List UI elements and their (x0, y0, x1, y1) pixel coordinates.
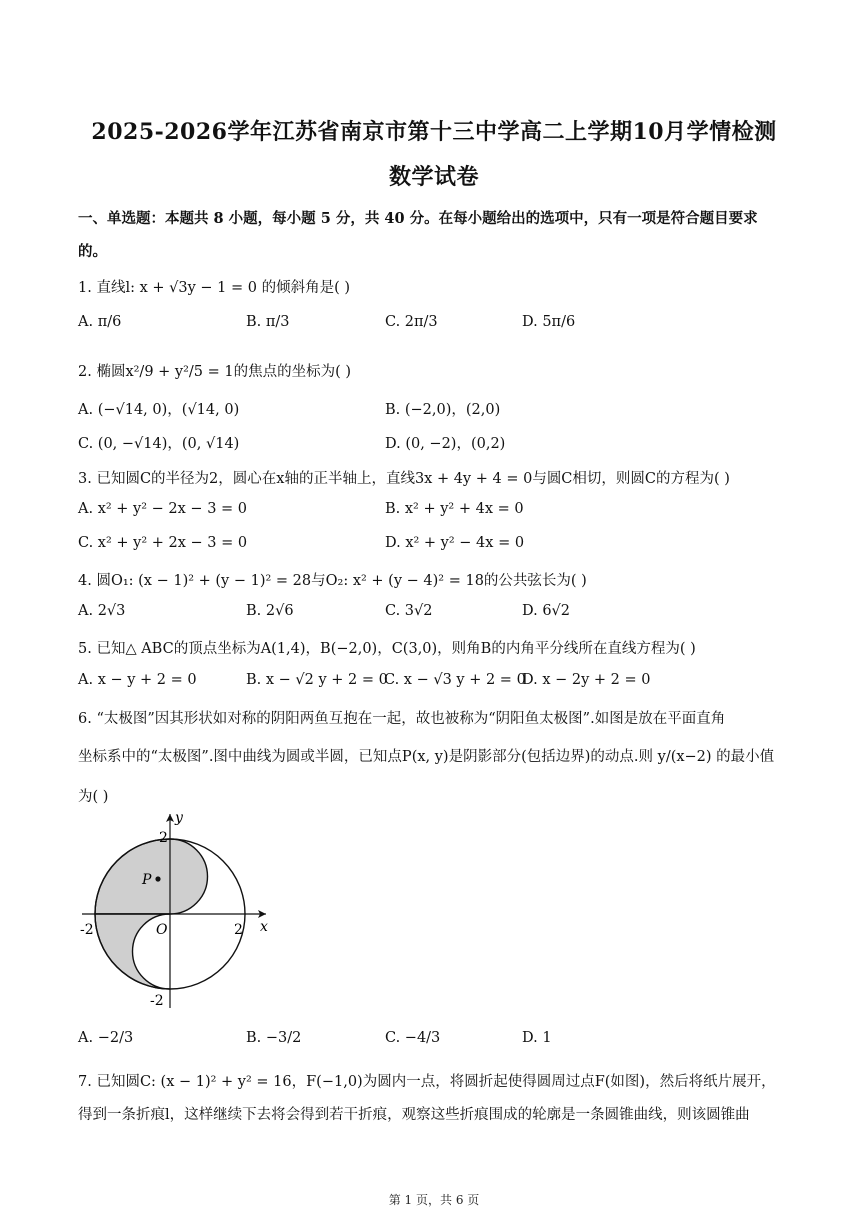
point-p-label: P (142, 872, 152, 888)
question-2-option-a: A. (−√14, 0)，(√14, 0) (78, 402, 240, 418)
exam-title-line2: 数学试卷 (388, 164, 479, 190)
question-1-option-b: B. π/3 (246, 314, 290, 330)
point-p-dot (155, 876, 160, 881)
question-6-option-b: B. −3/2 (246, 1030, 302, 1046)
question-2-option-d: D. (0, −2)，(0,2) (385, 436, 506, 452)
exam-title-line1: 2025-2026学年江苏省南京市第十三中学高二上学期10月学情检测 (91, 119, 777, 145)
question-2-option-c: C. (0, −√14)，(0, √14) (78, 436, 240, 452)
question-3-option-d: D. x² + y² − 4x = 0 (385, 535, 525, 551)
question-6-stem-line1: 6. “太极图”因其形状如对称的阴阳两鱼互抱在一起，故也被称为“阴阳鱼太极图”.如图是放在平面直角 (78, 711, 726, 727)
question-4-stem: 4. 圆O₁: (x − 1)² + (y − 1)² = 28与O₂: x² + (y − 4)² = 18的公共弦长为( ) (78, 573, 587, 589)
tick-label-2-top: 2 (159, 830, 168, 846)
question-6-option-a: A. −2/3 (78, 1030, 134, 1046)
question-3-stem: 3. 已知圆C的半径为2，圆心在x轴的正半轴上，直线3x + 4y + 4 = 0与圆C相切，则圆C的方程为( ) (78, 471, 730, 487)
question-6-option-d: D. 1 (522, 1030, 552, 1046)
question-1-option-a: A. π/6 (78, 314, 122, 330)
question-2-option-b: B. (−2,0)，(2,0) (385, 402, 501, 418)
tick-label-2-right: 2 (234, 922, 243, 938)
taiji-figure (74, 808, 284, 1020)
question-5-option-b: B. x − √2 y + 2 = 0 (246, 672, 388, 688)
question-5-option-d: D. x − 2y + 2 = 0 (522, 672, 651, 688)
section-heading-cont: 的。 (78, 243, 107, 260)
section-heading: 一、单选题：本题共 8 小题，每小题 5 分，共 40 分。在每小题给出的选项中，只有一项是符合题目要求 (78, 210, 758, 227)
question-4-option-c: C. 3√2 (385, 603, 433, 619)
question-2-stem: 2. 椭圆x²/9 + y²/5 = 1的焦点的坐标为( ) (78, 364, 352, 380)
y-axis-label: y (175, 810, 183, 826)
question-1-option-c: C. 2π/3 (385, 314, 438, 330)
question-7-stem-line2: 得到一条折痕l，这样继续下去将会得到若干折痕，观察这些折痕围成的轮廓是一条圆锥曲线，则该圆锥曲 (78, 1107, 750, 1123)
page-footer: 第 1 页，共 6 页 (388, 1193, 480, 1207)
question-3-option-a: A. x² + y² − 2x − 3 = 0 (78, 501, 248, 517)
question-7-stem-line1: 7. 已知圆C: (x − 1)² + y² = 16，F(−1,0)为圆内一点，将圆折起使得圆周过点F(如图)，然后将纸片展开， (78, 1074, 776, 1090)
question-4-option-d: D. 6√2 (522, 603, 571, 619)
question-5-stem: 5. 已知△ ABC的顶点坐标为A(1,4)，B(−2,0)，C(3,0)，则角B的内角平分线所在直线方程为( ) (78, 641, 696, 657)
question-5-option-a: A. x − y + 2 = 0 (78, 672, 197, 688)
tick-label-neg2-left: -2 (80, 922, 94, 938)
question-6-stem-line2: 坐标系中的“太极图”.图中曲线为圆或半圆，已知点P(x, y)是阴影部分(包括边界)的动点.则 y/(x−2) 的最小值 (78, 749, 775, 765)
x-axis-label: x (260, 919, 268, 935)
question-4-option-a: A. 2√3 (78, 603, 126, 619)
question-1-stem: 1. 直线l: x + √3y − 1 = 0 的倾斜角是( ) (78, 280, 350, 296)
origin-label: O (156, 922, 168, 938)
question-3-option-c: C. x² + y² + 2x − 3 = 0 (78, 535, 248, 551)
question-3-option-b: B. x² + y² + 4x = 0 (385, 501, 524, 517)
question-6-option-c: C. −4/3 (385, 1030, 441, 1046)
question-1-option-d: D. 5π/6 (522, 314, 576, 330)
question-6-stem-line3: 为( ) (78, 789, 109, 805)
question-5-option-c: C. x − √3 y + 2 = 0 (384, 672, 526, 688)
question-4-option-b: B. 2√6 (246, 603, 294, 619)
tick-label-neg2-bottom: -2 (150, 993, 164, 1009)
